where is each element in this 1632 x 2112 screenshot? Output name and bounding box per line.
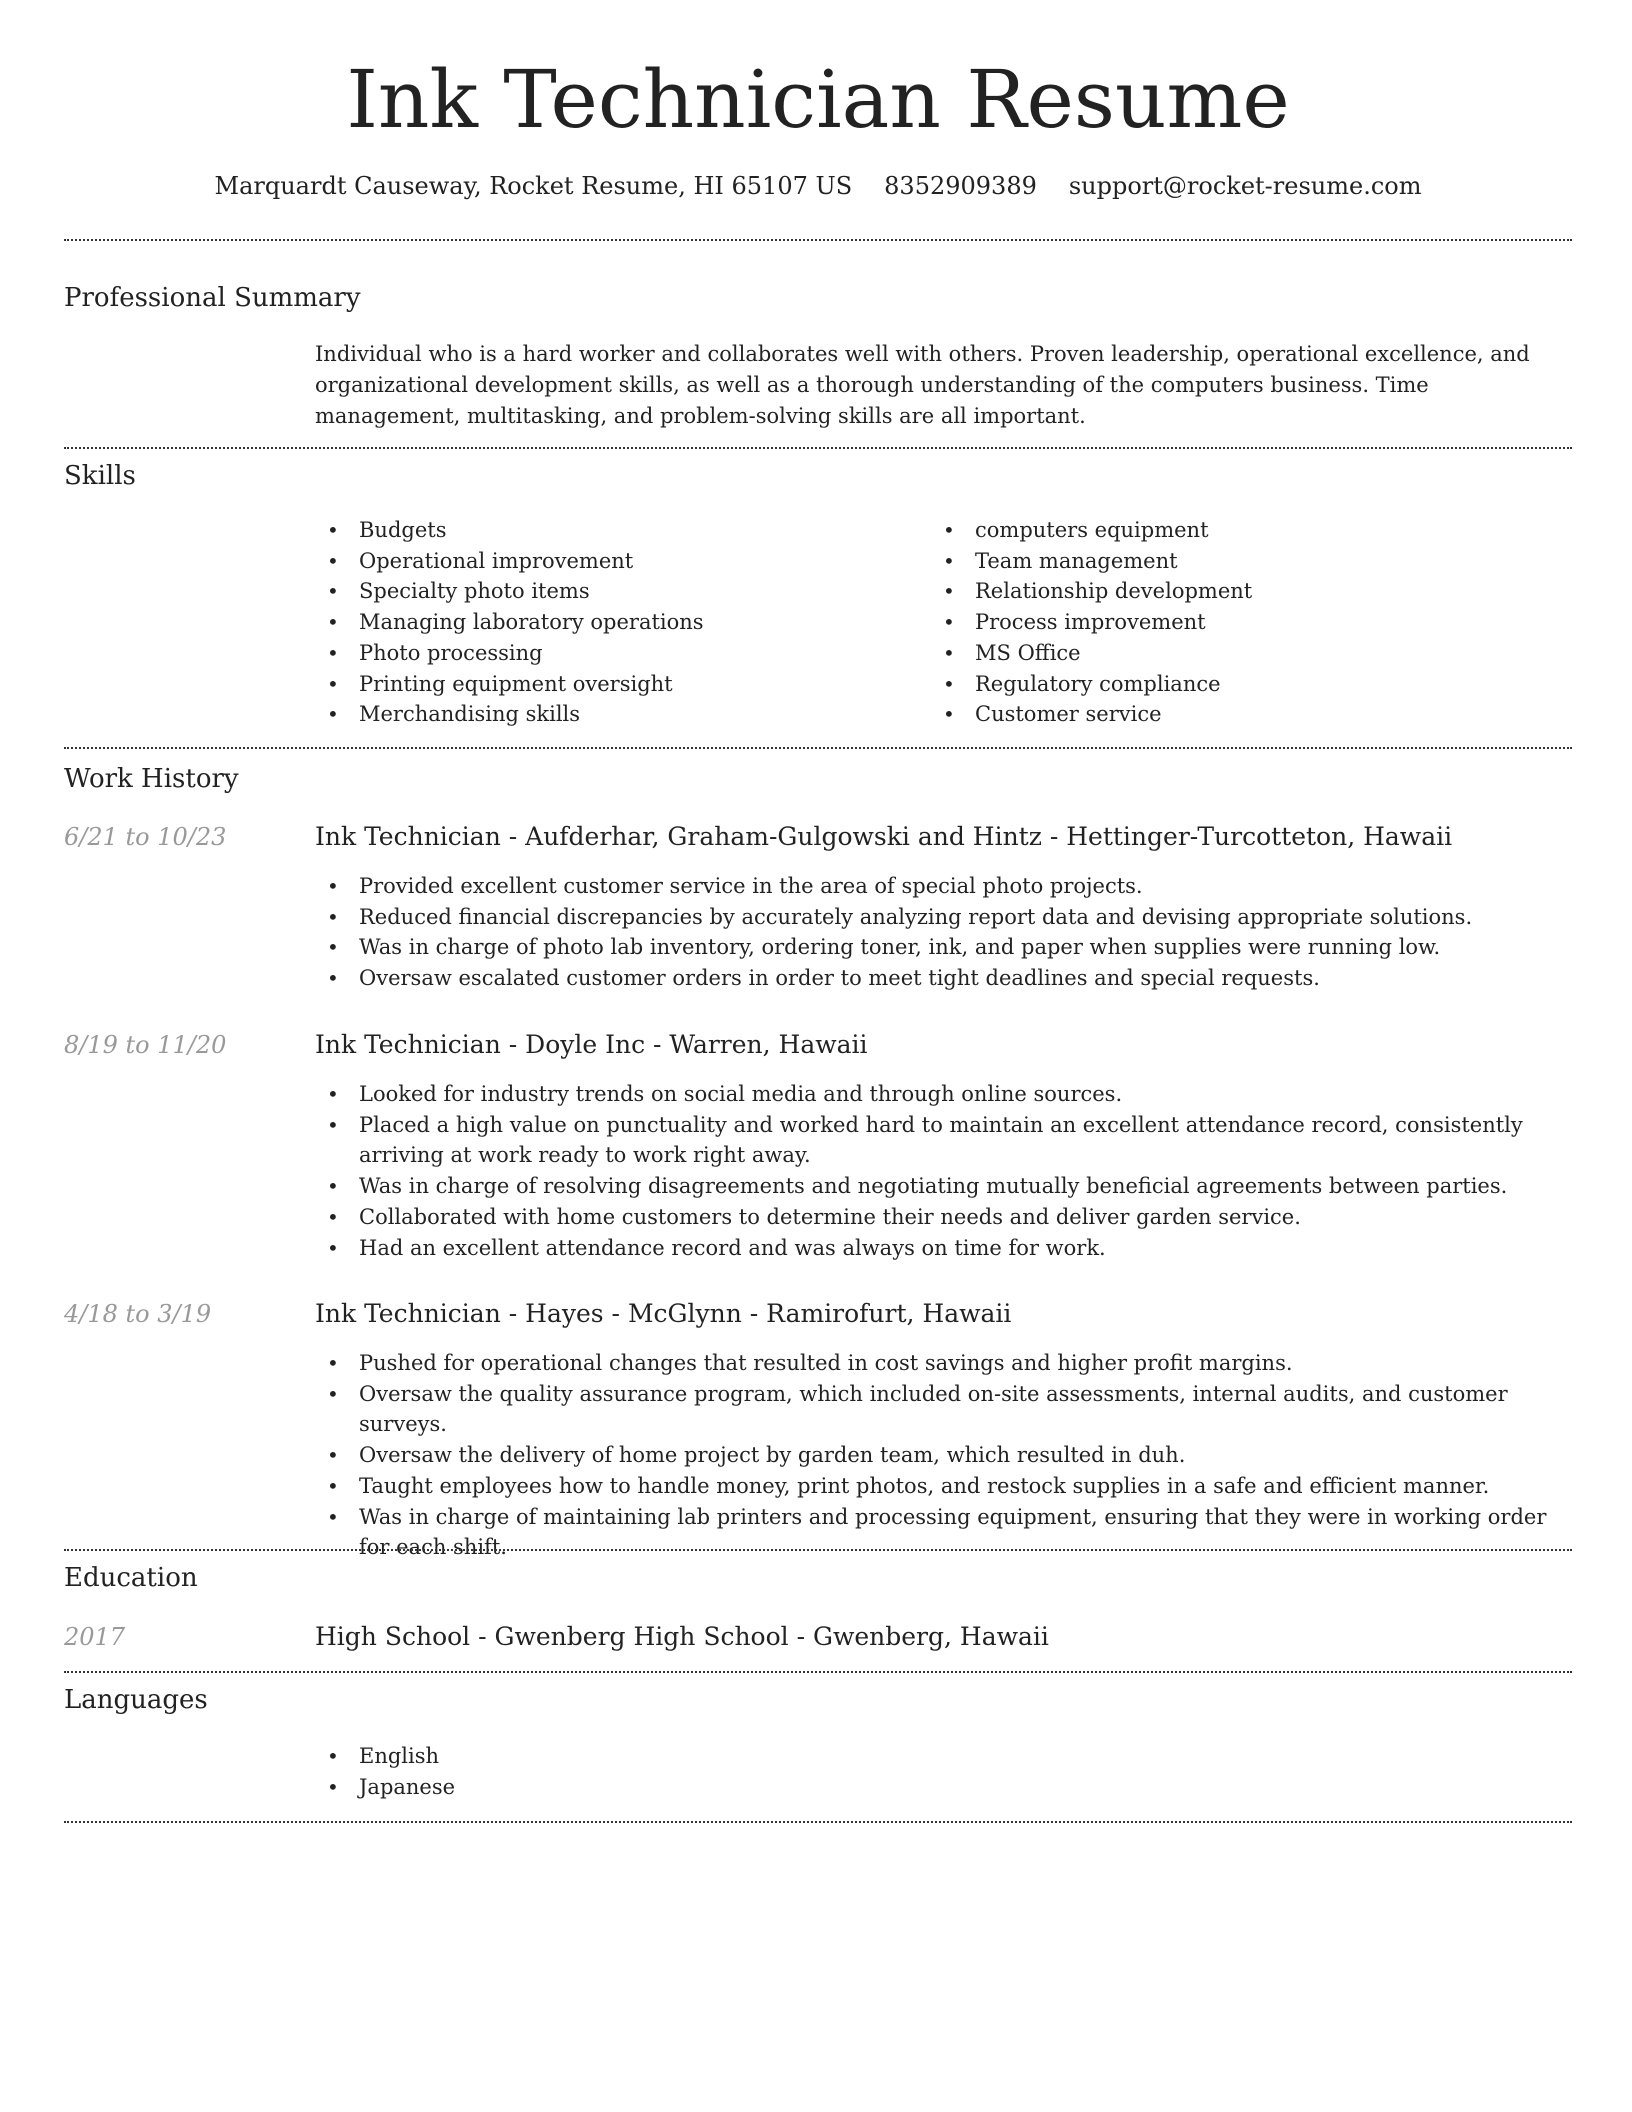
skill-item: • Budgets [315, 515, 931, 546]
skill-item: • computers equipment [931, 515, 1547, 546]
job-dates: 4/18 to 3/19 [64, 1300, 212, 1328]
page-title: Ink Technician Resume [346, 53, 1290, 146]
job-bullet: • Provided excellent customer service in the area of special photo projects. [315, 871, 1572, 902]
contact-email: support@rocket-resume.com [1068, 172, 1422, 200]
skills-list-right [931, 515, 1547, 730]
languages-list [315, 1741, 1572, 1802]
job-bullet: • Was in charge of resolving disagreements and negotiating mutually beneficial agreements between parties. [315, 1171, 1572, 1202]
job-bullet: • Reduced financial discrepancies by accurately analyzing report data and devising appropriate solutions. [315, 902, 1572, 933]
education-detail: High School - Gwenberg High School - Gwenberg, Hawaii [315, 1622, 1049, 1651]
work-heading: Work History [64, 764, 239, 794]
job-bullet: • Oversaw the delivery of home project by garden team, which resulted in duh. [315, 1440, 1572, 1471]
job-heading: Ink Technician - Aufderhar, Graham-Gulgowski and Hintz - Hettinger-Turcotteton, Hawaii [315, 822, 1453, 851]
summary-heading: Professional Summary [64, 283, 361, 313]
skill-item: • Relationship development [931, 576, 1547, 607]
job-heading: Ink Technician - Hayes - McGlynn - Ramirofurt, Hawaii [315, 1299, 1012, 1328]
skill-item: • Managing laboratory operations [315, 607, 931, 638]
skills-list-left [315, 515, 931, 730]
skill-item: • Photo processing [315, 638, 931, 669]
job-bullets [315, 1079, 1572, 1263]
divider [64, 1549, 1572, 1551]
job-bullet: • Collaborated with home customers to determine their needs and deliver garden service. [315, 1202, 1572, 1233]
job-bullet: • Taught employees how to handle money, print photos, and restock supplies in a safe and efficient manner. [315, 1471, 1572, 1502]
job-bullet: • Oversaw escalated customer orders in order to meet tight deadlines and special requests. [315, 963, 1572, 994]
skill-item: • Team management [931, 546, 1547, 577]
job-bullet: • Had an excellent attendance record and was always on time for work. [315, 1233, 1572, 1264]
languages-heading: Languages [64, 1685, 208, 1715]
summary-text: Individual who is a hard worker and collaborates well with others. Proven leadership, operational excellence, and organizational development skills, as well as a thorough understanding of the computers business. Time management, multitasking, and problem-solving skills are all important. [315, 342, 1530, 428]
skill-item: • Specialty photo items [315, 576, 931, 607]
divider [64, 1671, 1572, 1673]
job-bullet: • Was in charge of maintaining lab printers and processing equipment, ensuring that they were in working order for each shift. [315, 1502, 1572, 1563]
job-bullet: • Was in charge of photo lab inventory, ordering toner, ink, and paper when supplies were running low. [315, 932, 1572, 963]
skills-columns [315, 515, 1572, 730]
job-dates: 8/19 to 11/20 [64, 1031, 227, 1059]
skill-item: • Operational improvement [315, 546, 931, 577]
contact-address: Marquardt Causeway, Rocket Resume, HI 65107 US [214, 172, 853, 200]
education-heading: Education [64, 1563, 198, 1593]
job-bullets [315, 871, 1572, 994]
skill-item: • Customer service [931, 699, 1547, 730]
job-dates: 6/21 to 10/23 [64, 823, 227, 851]
divider [64, 747, 1572, 749]
job-bullet: • Pushed for operational changes that resulted in cost savings and higher profit margins. [315, 1348, 1572, 1379]
job-heading: Ink Technician - Doyle Inc - Warren, Hawaii [315, 1030, 868, 1059]
skill-item: • MS Office [931, 638, 1547, 669]
contact-phone: 8352909389 [884, 172, 1037, 200]
divider [64, 447, 1572, 449]
job-bullet: • Oversaw the quality assurance program, which included on-site assessments, internal audits, and customer surveys. [315, 1379, 1572, 1440]
skill-item: • Merchandising skills [315, 699, 931, 730]
skill-item: • Process improvement [931, 607, 1547, 638]
divider [64, 239, 1572, 241]
skills-heading: Skills [64, 461, 136, 491]
divider [64, 1821, 1572, 1823]
job-bullet: • Looked for industry trends on social media and through online sources. [315, 1079, 1572, 1110]
job-bullet: • Placed a high value on punctuality and worked hard to maintain an excellent attendance record, consistently arriving at work ready to work right away. [315, 1110, 1572, 1171]
education-year: 2017 [64, 1623, 126, 1651]
contact-line [64, 170, 1572, 202]
skill-item: • Printing equipment oversight [315, 669, 931, 700]
job-bullets [315, 1348, 1572, 1563]
language-item: • Japanese [315, 1772, 1572, 1803]
skill-item: • Regulatory compliance [931, 669, 1547, 700]
language-item: • English [315, 1741, 1572, 1772]
